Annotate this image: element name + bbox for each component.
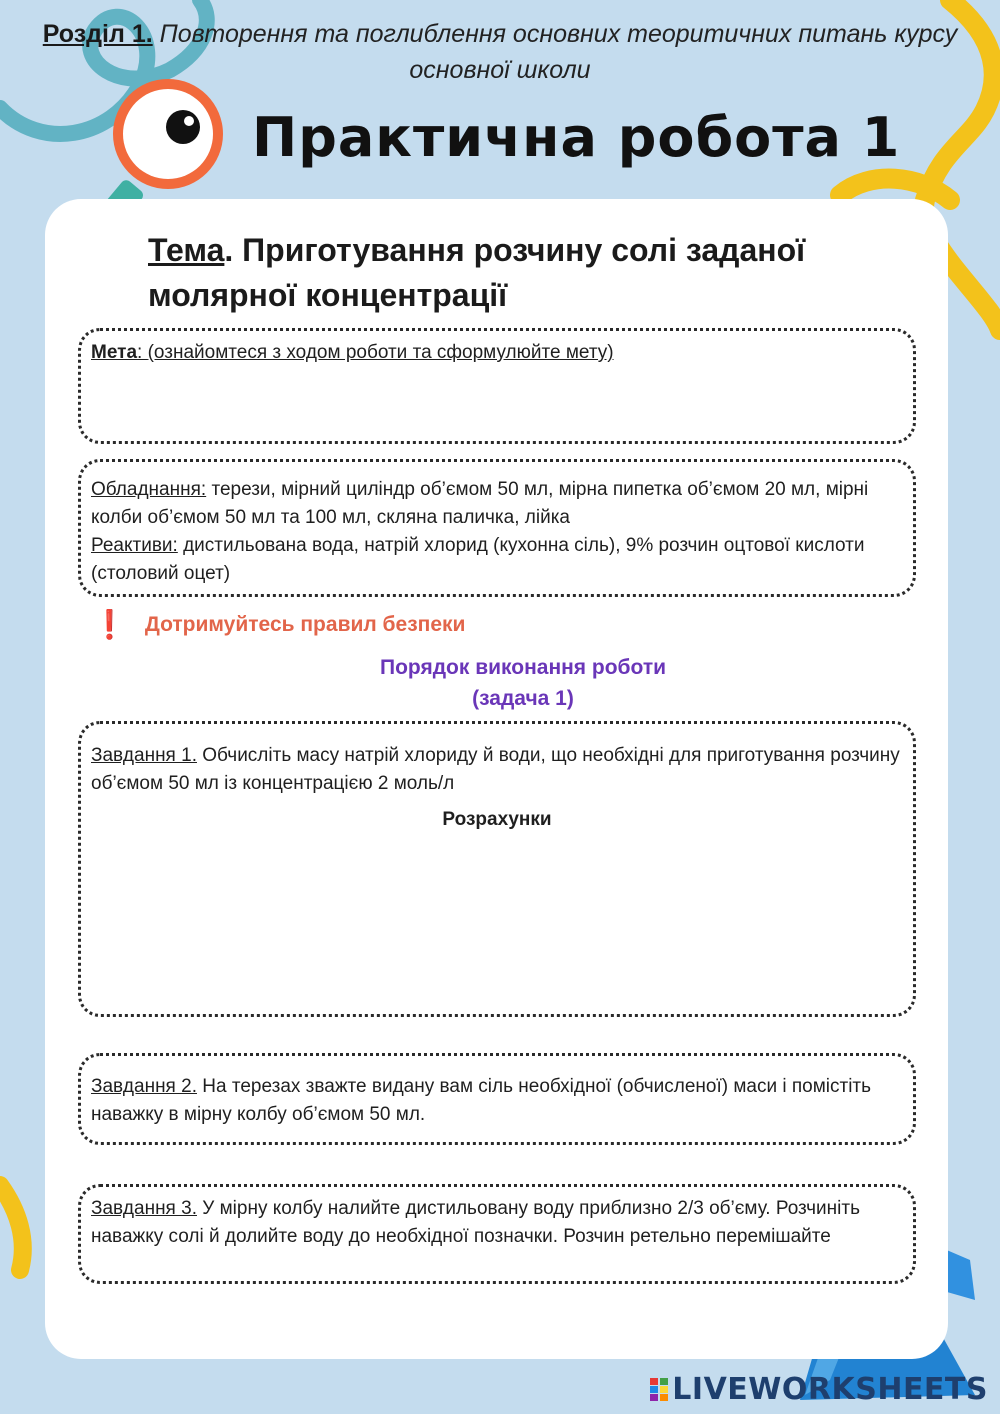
- exclamation-icon: ❗: [92, 609, 127, 640]
- logo-icon: [650, 1378, 668, 1402]
- safety-text: Дотримуйтесь правил безпеки: [144, 613, 466, 636]
- theme-heading: Тема. Приготування розчину солі заданої молярної концентрації: [148, 232, 806, 313]
- page-title: Практична робота 1: [252, 106, 901, 169]
- calculations-label: Розрахунки: [442, 809, 552, 830]
- procedure-subtitle: (задача 1): [472, 687, 574, 710]
- task-2-box: [78, 1053, 916, 1145]
- equipment-text: терези, мірний циліндр об’ємом 50 мл, мірна пипетка об’ємом 20 мл, мірні колби об’ємом 50 мл та 100 мл, скляна паличка, лійка: [91, 479, 869, 528]
- equipment-label: Обладнання:: [91, 479, 207, 500]
- safety-warning: [92, 608, 465, 641]
- task-1-text: Обчисліть масу натрій хлориду й води, що необхідні для приготування розчину об’ємом 50 мл із концентрацією 2 моль/л: [91, 745, 900, 794]
- task-3-label: Завдання 3.: [91, 1198, 197, 1219]
- task-2-text: На терезах зважте видану вам сіль необхідної (обчисленої) маси і помістіть наважку в мірну колбу об’ємом 50 мл.: [91, 1076, 872, 1125]
- section-header: [20, 16, 980, 88]
- goal-hint: (ознайомтеся з ходом роботи та сформулюйте мету): [147, 342, 614, 363]
- liveworksheets-logo: [650, 1372, 988, 1407]
- task-2-label: Завдання 2.: [91, 1076, 197, 1097]
- task-1-label: Завдання 1.: [91, 745, 197, 766]
- procedure-title: Порядок виконання роботи: [379, 656, 667, 679]
- reagents-text: дистильована вода, натрій хлорид (кухонна сіль), 9% розчин оцтової кислоти (столовий оцет): [91, 535, 865, 584]
- theme-label: Тема: [148, 232, 225, 268]
- procedure-heading: [300, 652, 746, 714]
- goal-label: Мета: [91, 342, 138, 363]
- goal-box[interactable]: Мета: (ознайомтеся з ходом роботи та сформулюйте мету): [78, 328, 916, 444]
- theme-text: Приготування розчину солі заданої молярної концентрації: [148, 232, 806, 313]
- brand-text: LIVEWORKSHEETS: [672, 1372, 988, 1407]
- section-label: Розділ 1.: [42, 20, 153, 48]
- task-3-text: У мірну колбу налийте дистильовану воду приблизно 2/3 об’єму. Розчиніть наважку солі й долийте воду до необхідної позначки. Розчин ретельно перемішайте: [91, 1198, 860, 1247]
- section-subtitle: Повторення та поглиблення основних теоритичних питань курсу основної школи: [159, 20, 958, 84]
- task-3-box: [78, 1184, 916, 1284]
- task-1-box[interactable]: [78, 721, 916, 1017]
- yellow-swirl-left: [0, 1185, 23, 1270]
- reagents-label: Реактиви:: [91, 535, 178, 556]
- equipment-box: [78, 459, 916, 597]
- yellow-swirl-mid: [840, 179, 950, 200]
